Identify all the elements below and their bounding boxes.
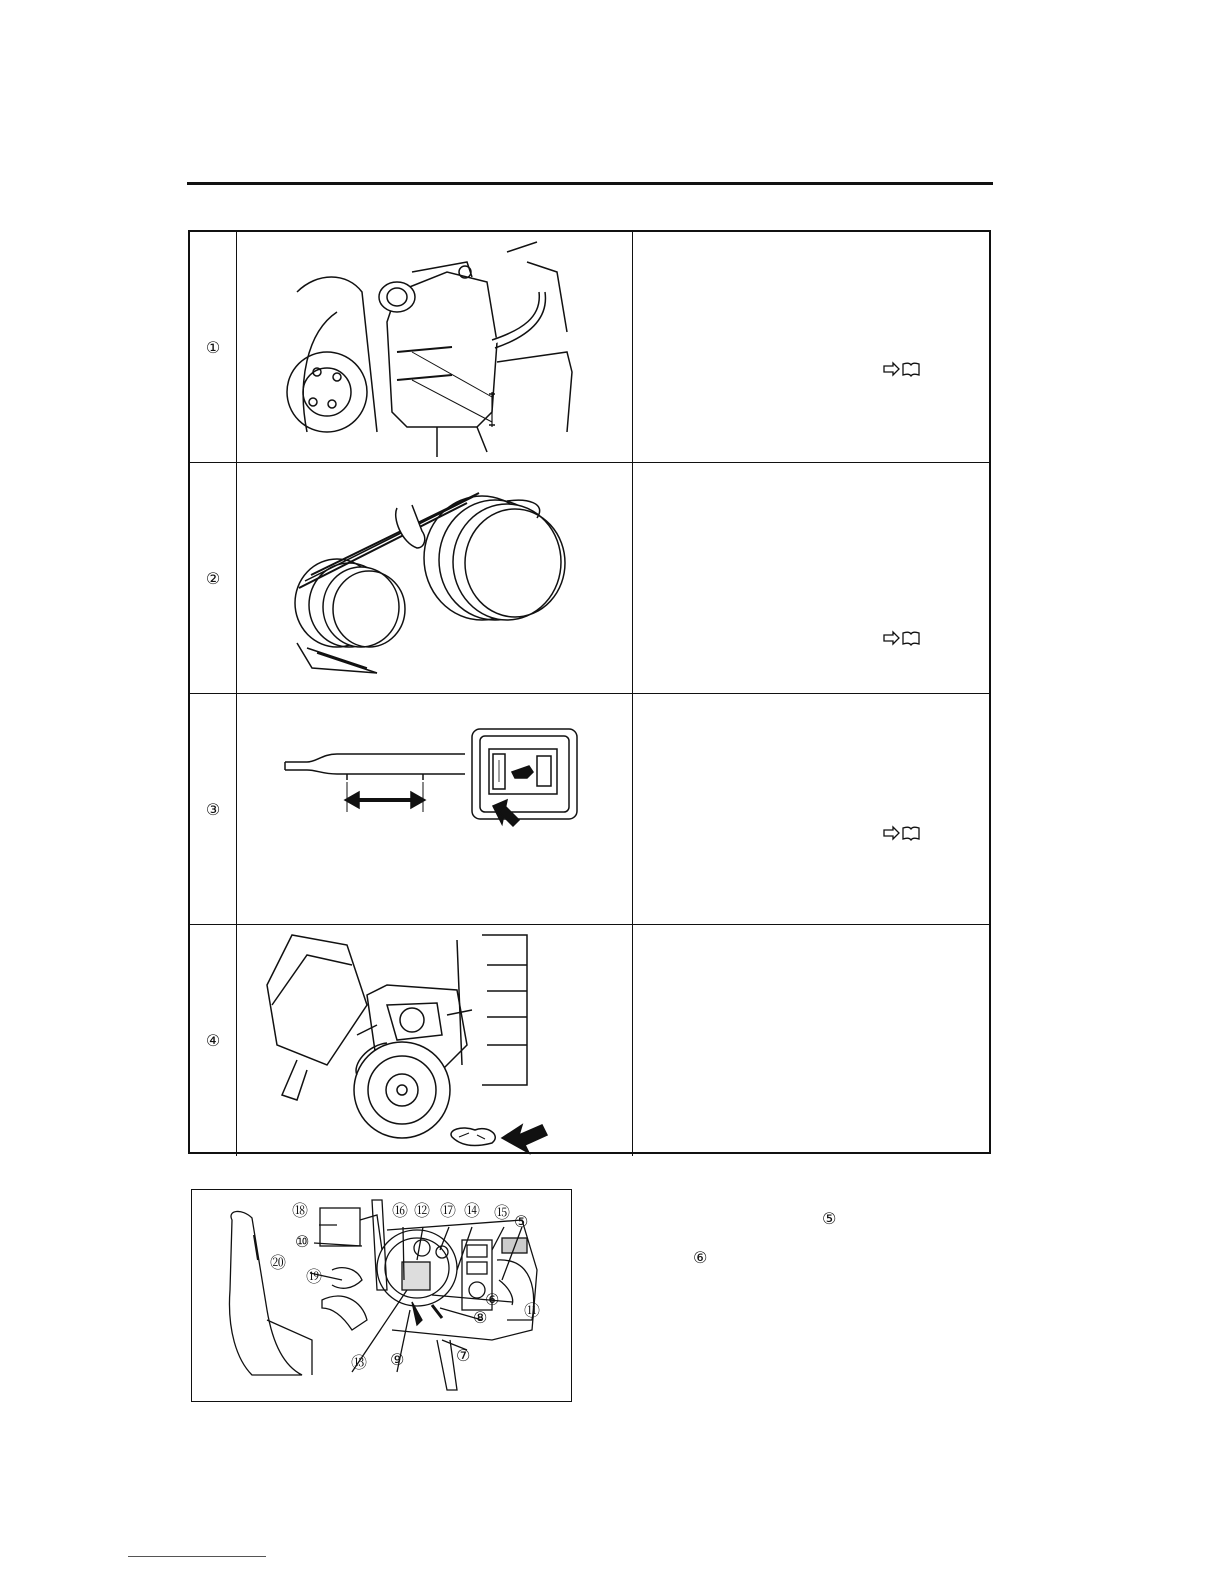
reference-link[interactable]	[881, 629, 921, 647]
callout-16: ⑯	[392, 1201, 409, 1220]
coolant-tank-illustration	[237, 232, 633, 462]
callout-14: ⑭	[464, 1201, 481, 1220]
callout-9: ⑨	[390, 1350, 405, 1369]
row-index: ④	[190, 925, 237, 1156]
row-description	[633, 694, 989, 924]
callout-12: ⑫	[414, 1201, 431, 1220]
dipstick-illustration	[237, 694, 633, 924]
callout-17: ⑰	[440, 1201, 457, 1220]
callout-11: ⑪	[524, 1301, 541, 1320]
callout-10: ⑩	[295, 1232, 310, 1251]
arrow-book-icon	[881, 360, 921, 378]
table-row	[190, 925, 989, 1156]
row-description	[633, 232, 989, 462]
row-description	[633, 925, 989, 1156]
arrow-book-icon	[881, 629, 921, 647]
row-description	[633, 463, 989, 693]
callout-15: ⑮	[494, 1203, 511, 1222]
table-row	[190, 232, 989, 463]
drive-belt-illustration	[237, 463, 633, 693]
row-index: ③	[190, 694, 237, 924]
table-row	[190, 694, 989, 925]
arrow-book-icon	[881, 824, 921, 842]
reference-link[interactable]	[881, 360, 921, 378]
callout-7: ⑦	[456, 1346, 471, 1365]
leak-check-illustration	[237, 925, 633, 1156]
callout-18: ⑱	[292, 1201, 309, 1220]
footer-link-underline	[128, 1556, 266, 1557]
note-marker-6: ⑥	[693, 1248, 708, 1267]
inspection-table	[188, 230, 991, 1154]
callout-20: ⑳	[270, 1253, 287, 1272]
callout-8: ⑧	[473, 1308, 488, 1327]
callout-13: ⑬	[351, 1353, 368, 1372]
callout-5: ⑤	[514, 1212, 529, 1231]
table-row	[190, 463, 989, 694]
header-rule	[187, 182, 993, 185]
row-index: ①	[190, 232, 237, 462]
row-index: ②	[190, 463, 237, 693]
cockpit-illustration	[191, 1189, 572, 1402]
note-marker-5: ⑤	[822, 1209, 837, 1228]
callout-19: ⑲	[306, 1267, 323, 1286]
callout-6: ⑥	[485, 1290, 500, 1309]
reference-link[interactable]	[881, 824, 921, 842]
